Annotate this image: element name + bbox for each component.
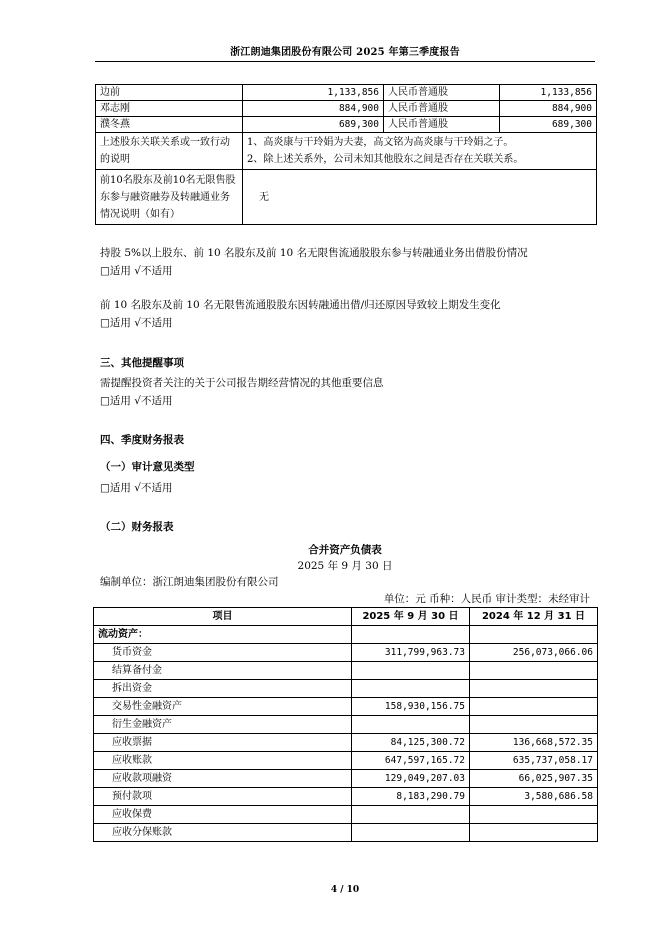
shareholder-shares: 884,900 — [243, 101, 384, 117]
table-row — [94, 716, 598, 734]
row-current: 129,049,207.03 — [352, 770, 470, 788]
preparer: 编制单位：浙江朗迪集团股份有限公司 — [100, 576, 279, 588]
section-3-title: 三、其他提醒事项 — [100, 357, 184, 369]
table-row — [94, 752, 598, 770]
table-row — [96, 117, 597, 133]
row-prior — [470, 662, 598, 680]
table-row — [94, 698, 598, 716]
section-4-1-title: （一）审计意见类型 — [100, 461, 195, 473]
row-prior — [470, 716, 598, 734]
shareholder-name: 边前 — [96, 85, 243, 101]
header-row — [94, 608, 598, 626]
change-check: □适用 √不适用 — [100, 317, 173, 329]
page-number: 4 / 10 — [330, 885, 360, 895]
table-row — [94, 680, 598, 698]
relation-line-1: 1、高炎康与干玲娟为夫妻，高文铭为高炎康与干玲娟之子。 — [247, 137, 514, 148]
shareholder-name: 濮冬燕 — [96, 117, 243, 133]
row-item: 应收款项融资 — [94, 770, 352, 788]
column-header-item: 项目 — [94, 608, 352, 626]
table-row — [96, 170, 597, 225]
column-header-prior: 2024 年 12 月 31 日 — [470, 608, 598, 626]
category-row — [94, 626, 598, 644]
row-item: 结算备付金 — [94, 662, 352, 680]
row-prior — [470, 698, 598, 716]
relation-line-2: 2、除上述关系外，公司未知其他股东之间是否存在关联关系。 — [247, 154, 524, 165]
shareholder-name: 邓志刚 — [96, 101, 243, 117]
table-row — [96, 133, 597, 170]
row-current: 311,799,963.73 — [352, 644, 470, 662]
row-prior: 256,073,066.06 — [470, 644, 598, 662]
page-header: 浙江朗迪集团股份有限公司 2025 年第三季度报告 — [230, 47, 460, 58]
row-prior — [470, 680, 598, 698]
row-item: 预付款项 — [94, 788, 352, 806]
row-prior — [470, 806, 598, 824]
row-item: 衍生金融资产 — [94, 716, 352, 734]
margin-value: 无 — [243, 170, 597, 225]
row-prior: 3,580,686.58 — [470, 788, 598, 806]
table-row — [96, 101, 597, 117]
row-item: 应收账款 — [94, 752, 352, 770]
share-type: 人民币普通股 — [384, 117, 500, 133]
shareholder-table — [95, 84, 597, 225]
share-type: 人民币普通股 — [384, 101, 500, 117]
margin-label: 前10名股东及前10名无限售股东参与融资融券及转融通业务情况说明（如有） — [96, 170, 243, 225]
row-item: 应收保费 — [94, 806, 352, 824]
share-quantity: 1,133,856 — [500, 85, 597, 101]
section-4-2-title: （二）财务报表 — [100, 521, 174, 533]
row-current: 647,597,165.72 — [352, 752, 470, 770]
row-current: 158,930,156.75 — [352, 698, 470, 716]
balance-sheet-date: 2025 年 9 月 30 日 — [297, 560, 393, 572]
table-row — [94, 734, 598, 752]
relation-label: 上述股东关联关系或一致行动的说明 — [96, 133, 243, 170]
header-rule — [95, 61, 595, 62]
table-row — [96, 85, 597, 101]
share-quantity: 884,900 — [500, 101, 597, 117]
table-row — [94, 824, 598, 842]
row-item: 应收分保账款 — [94, 824, 352, 842]
lending-text: 持股 5%以上股东、前 10 名股东及前 10 名无限售流通股股东参与转融通业务出借股份情况 — [100, 247, 528, 259]
shareholder-shares: 689,300 — [243, 117, 384, 133]
share-quantity: 689,300 — [500, 117, 597, 133]
section-4-title: 四、季度财务报表 — [100, 434, 184, 446]
change-text: 前 10 名股东及前 10 名无限售流通股股东因转融通出借/归还原因导致较上期发生变化 — [100, 299, 501, 311]
row-current: 84,125,300.72 — [352, 734, 470, 752]
table-row — [94, 806, 598, 824]
section-3-text: 需提醒投资者关注的关于公司报告期经营情况的其他重要信息 — [100, 377, 384, 389]
table-row — [94, 788, 598, 806]
row-prior — [470, 824, 598, 842]
shareholder-shares: 1,133,856 — [243, 85, 384, 101]
row-item: 货币资金 — [94, 644, 352, 662]
row-prior: 66,025,907.35 — [470, 770, 598, 788]
section-4-1-check: □适用 √不适用 — [100, 482, 173, 494]
balance-sheet-title: 合并资产负债表 — [308, 544, 382, 556]
row-item: 应收票据 — [94, 734, 352, 752]
row-current — [352, 662, 470, 680]
row-item: 交易性金融资产 — [94, 698, 352, 716]
column-header-current: 2025 年 9 月 30 日 — [352, 608, 470, 626]
row-current — [352, 716, 470, 734]
row-item: 拆出资金 — [94, 680, 352, 698]
relation-description — [243, 133, 597, 170]
row-prior: 136,668,572.35 — [470, 734, 598, 752]
table-row — [94, 770, 598, 788]
row-current — [352, 680, 470, 698]
share-type: 人民币普通股 — [384, 85, 500, 101]
row-prior: 635,737,058.17 — [470, 752, 598, 770]
lending-check: □适用 √不适用 — [100, 265, 173, 277]
row-current — [352, 824, 470, 842]
table-row — [94, 644, 598, 662]
section-3-check: □适用 √不适用 — [100, 395, 173, 407]
balance-sheet-table — [93, 607, 598, 842]
category-label: 流动资产： — [94, 626, 352, 644]
unit-line: 单位：元 币种：人民币 审计类型：未经审计 — [383, 593, 590, 605]
row-current — [352, 806, 470, 824]
row-current: 8,183,290.79 — [352, 788, 470, 806]
table-row — [94, 662, 598, 680]
